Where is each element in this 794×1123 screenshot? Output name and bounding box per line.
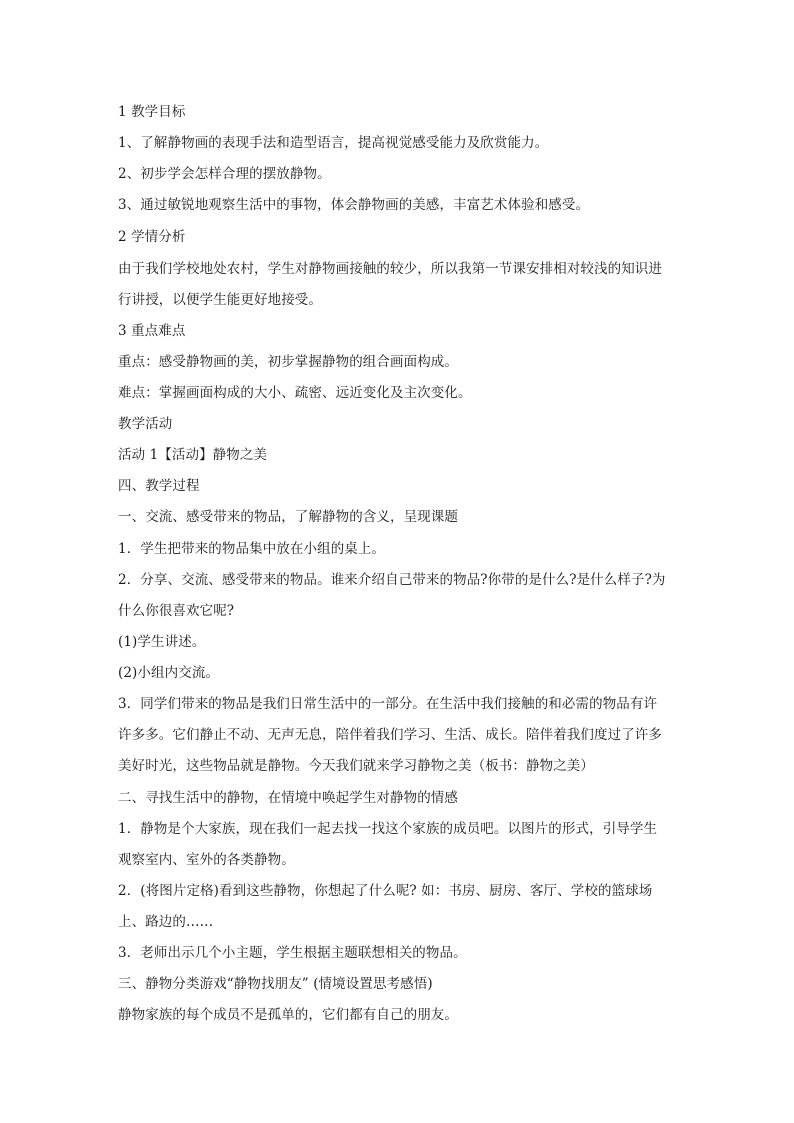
- paragraph-line: 2．分享、交流、感受带来的物品。谁来介绍自己带来的物品?你带的是什么?是什么样子?为: [118, 572, 666, 588]
- heading-teaching-goals: 1 教学目标: [118, 104, 186, 120]
- paragraph-line: 观察室内、室外的各类静物。: [118, 852, 295, 868]
- paragraph-line: 上、路边的……: [118, 914, 214, 930]
- heading-teaching-process: 四、教学过程: [118, 478, 200, 494]
- paragraph-line: 什么你很喜欢它呢?: [118, 603, 235, 619]
- paragraph-line: (2)小组内交流。: [118, 665, 220, 681]
- goal-item-1: 1、了解静物画的表现手法和造型语言，提高视觉感受能力及欣赏能力。: [118, 135, 549, 151]
- difficulty-line: 难点：掌握画面构成的大小、疏密、远近变化及主次变化。: [118, 385, 472, 401]
- paragraph-line: 静物家族的每个成员不是孤单的，它们都有自己的朋友。: [118, 1007, 458, 1023]
- paragraph-line: 由于我们学校地处农村，学生对静物画接触的较少，所以我第一节课安排相对较浅的知识进: [118, 261, 662, 277]
- heading-teaching-activities: 教学活动: [118, 416, 173, 432]
- paragraph-line: 1．静物是个大家族，现在我们一起去找一找这个家族的成员吧。以图片的形式，引导学生: [118, 821, 658, 837]
- goal-item-3: 3、通过敏锐地观察生活中的事物，体会静物画的美感，丰富艺术体验和感受。: [118, 197, 590, 213]
- heading-key-points: 3 重点难点: [118, 323, 186, 339]
- paragraph-line: 3．同学们带来的物品是我们日常生活中的一部分。在生活中我们接触的和必需的物品有许: [118, 696, 658, 712]
- goal-item-2: 2、初步学会怎样合理的摆放静物。: [118, 166, 331, 182]
- activity-title: 活动 1【活动】静物之美: [118, 447, 268, 463]
- paragraph-line: 行讲授，以便学生能更好地接受。: [118, 292, 322, 308]
- heading-student-analysis: 2 学情分析: [118, 229, 186, 245]
- paragraph-line: 3．老师出示几个小主题，学生根据主题联想相关的物品。: [118, 945, 467, 961]
- paragraph-line: 美好时光，这些物品就是静物。今天我们就来学习静物之美（板书：静物之美）: [118, 758, 594, 774]
- section-heading: 二、寻找生活中的静物，在情境中唤起学生对静物的情感: [118, 790, 458, 806]
- paragraph-line: 许多多。它们静止不动、无声无息，陪伴着我们学习、生活、成长。陪伴着我们度过了许多: [118, 727, 662, 743]
- section-heading: 一、交流、感受带来的物品，了解静物的含义，呈现课题: [118, 509, 458, 525]
- paragraph-line: 1．学生把带来的物品集中放在小组的桌上。: [118, 541, 386, 557]
- paragraph-line: 2．(将图片定格)看到这些静物，你想起了什么呢? 如：书房、厨房、客厅、学校的篮球场: [118, 883, 653, 899]
- section-heading: 三、静物分类游戏“静物找朋友” (情境设置思考感悟): [118, 976, 433, 992]
- key-point-line: 重点：感受静物画的美，初步掌握静物的组合画面构成。: [118, 354, 458, 370]
- paragraph-line: (1)学生讲述。: [118, 634, 206, 650]
